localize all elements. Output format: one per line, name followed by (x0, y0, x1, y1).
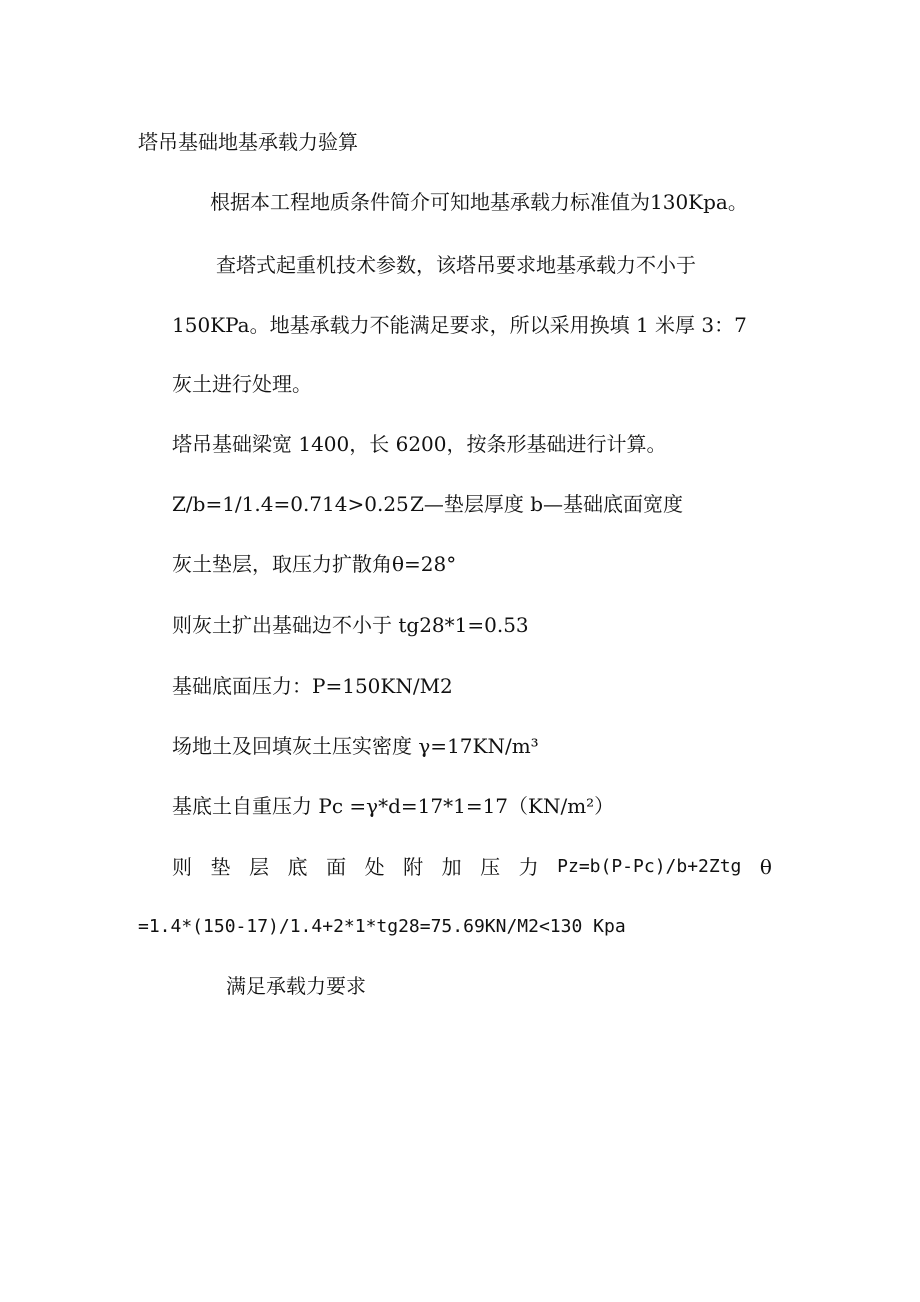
paragraph-additional-pressure-line2: =1.4*(150-17)/1.4+2*1*tg28=75.69KN/M2<130 Kpa (138, 916, 626, 937)
justified-formula: Pz=b(P-Pc)/b+2Ztg (557, 856, 742, 877)
justified-char: 压 (480, 855, 501, 879)
paragraph-requirement-line2: 150KPa。地基承载力不能满足要求，所以采用换填 1 米厚 3：7 (172, 313, 747, 337)
justified-char: 力 (518, 855, 539, 879)
paragraph-density: 场地土及回填灰土压实密度 γ=17KN/m³ (172, 734, 539, 758)
justified-char: θ (759, 855, 772, 879)
justified-char: 面 (326, 855, 347, 879)
justified-char: 加 (441, 855, 462, 879)
justified-char: 附 (403, 855, 424, 879)
paragraph-self-weight-pressure: 基底土自重压力 Pc =γ*d=17*1=17（KN/m²） (172, 794, 615, 818)
justified-char: 层 (249, 855, 270, 879)
document-title: 塔吊基础地基承载力验算 (138, 130, 358, 154)
justified-char: 处 (364, 855, 385, 879)
paragraph-beam-size: 塔吊基础梁宽 1400，长 6200，按条形基础进行计算。 (172, 432, 667, 456)
paragraph-requirement-line3: 灰土进行处理。 (172, 372, 312, 396)
paragraph-diffusion-angle: 灰土垫层，取压力扩散角θ=28° (172, 552, 457, 576)
paragraph-base-pressure: 基础底面压力：P=150KN/M2 (172, 674, 453, 698)
formula-ratio: Z/b=1/1.4=0.714>0.25 (172, 492, 409, 516)
paragraph-bearing-capacity: 根据本工程地质条件简介可知地基承载力标准值为130Kpa。 (210, 190, 748, 214)
conclusion-text: 满足承载力要求 (226, 974, 366, 998)
paragraph-requirement-line1: 查塔式起重机技术参数，该塔吊要求地基承载力不小于 (216, 253, 696, 277)
justified-char: 则 (172, 855, 192, 879)
formula-ratio-note: Z—垫层厚度 b—基础底面宽度 (410, 492, 684, 516)
paragraph-extension: 则灰土扩出基础边不小于 tg28*1=0.53 (172, 613, 529, 637)
justified-char: 垫 (210, 855, 231, 879)
justified-char: 底 (287, 855, 308, 879)
paragraph-additional-pressure-line1 (172, 855, 772, 879)
